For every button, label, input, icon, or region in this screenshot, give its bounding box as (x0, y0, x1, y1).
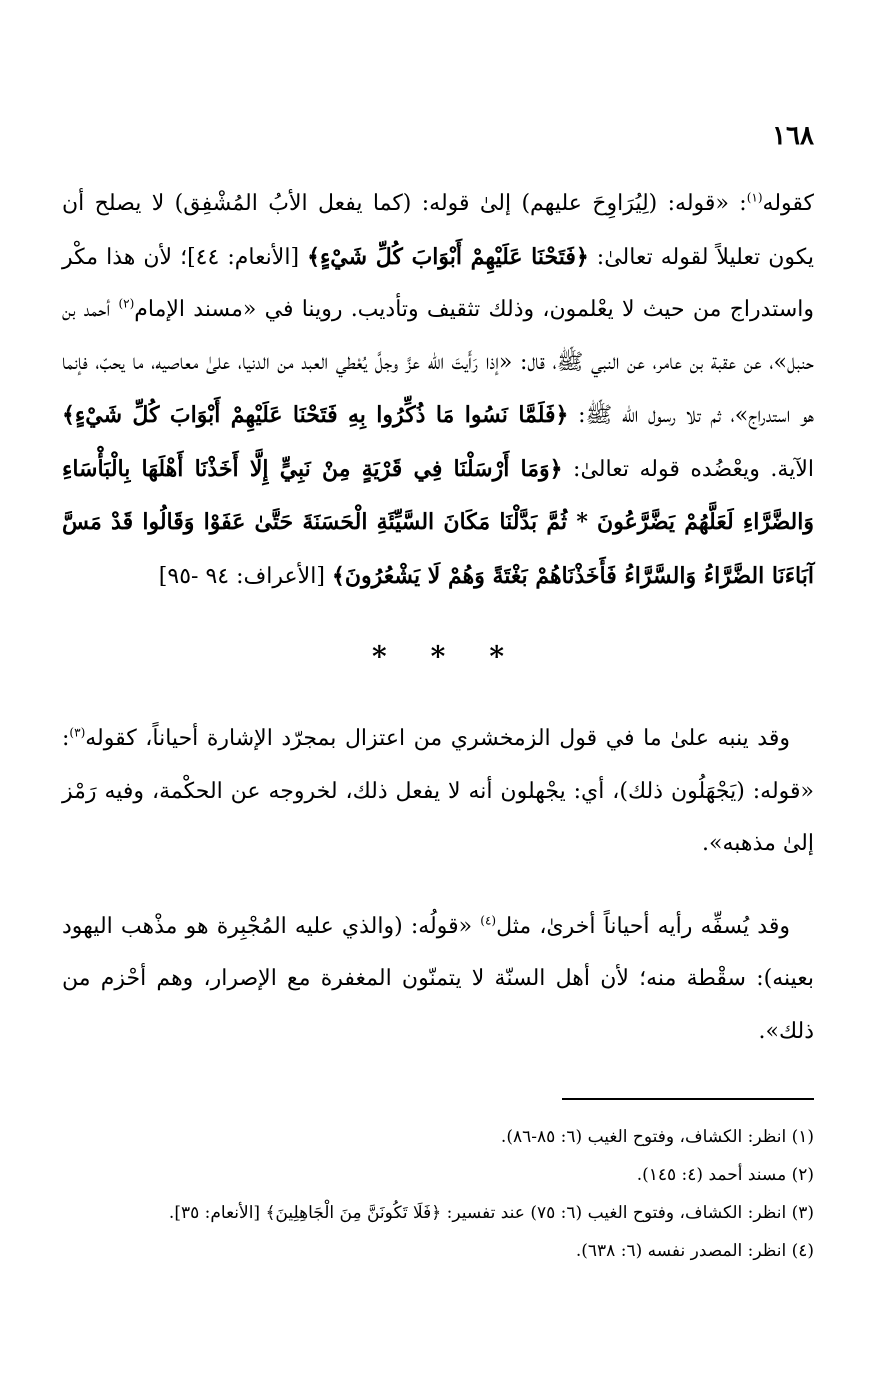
section-separator (62, 629, 814, 685)
footnote-ref-1[interactable]: (١) (746, 190, 763, 205)
footnote-4: (٤) انظر: المصدر نفسه (٦: ٦٣٨). (575, 1241, 814, 1261)
footnote-2: (٢) مسند أحمد (٤: ١٤٥). (636, 1165, 814, 1185)
paragraph-1-text-a: : «قوله: (لِيُرَاوِحَ عليهم) إلىٰ قوله: (كما يفعل الأبُ المُشْفِق) لا يصلح أن يكون تعليلاً لقوله تعالىٰ: (62, 191, 815, 270)
footnote-ref-3[interactable]: (٣) (69, 725, 86, 740)
separator-star: * (372, 640, 387, 673)
footnote-1: (١) انظر: الكشاف، وفتوح الغيب (٦: ٨٥-٨٦). (500, 1127, 814, 1147)
paragraph-refutation (62, 901, 814, 1059)
paragraph-2-text-b: : «قوله: (يَجْهَلُون ذلك)، أي: يجْهلون أنه لا يفعل ذلك، لخروجه عن الحكْمة، وفيه رَمْز إلىٰ مذهبه». (62, 726, 814, 856)
separator-star: * (430, 640, 446, 673)
quran-verse-anam-44: ﴿فَتَحْنَا عَلَيْهِمْ أَبْوَابَ كُلِّ شَيْءٍ﴾ (307, 243, 589, 270)
paragraph-itizal-hint (62, 713, 814, 871)
book-page (62, 118, 814, 1270)
paragraph-1-text-b: [الأنعام: ٤٤]؛ لأن هذا مكْر واستدراج من حيث لا يعْلمون، وذلك تثقيف وتأديب. روينا في «مسند الإمام (62, 244, 814, 322)
footnote-ref-4[interactable]: (٤) (480, 913, 497, 928)
paragraph-1-text-d: الآية. ويعْضُده قوله تعالىٰ: (562, 456, 814, 482)
page-number: ١٦٨ (772, 121, 814, 151)
paragraph-1-text-c: أحمد بن حنبل»، عن عقبة بن عامر، عن النبي ﷺ، قال: «إذا رَأَيتَ الله عزَّ وجلَّ يُعْطي العبد من الدنيا، علىٰ معاصيه، ما يحبّ، فإنما هو استدراج»، ثم تلا رسول الله ﷺ: (62, 297, 814, 428)
paragraph-1-lead: كقوله (762, 191, 814, 216)
quran-verse-anam-44-full: ﴿فَلَمَّا نَسُوا مَا ذُكِّرُوا بِهِ فَتَحْنَا عَلَيْهِمْ أَبْوَابَ كُلِّ شَيْءٍ﴾ (62, 402, 569, 428)
footnote-ref-2[interactable]: (٢) (118, 296, 135, 311)
paragraph-3-text-b: «قولُه: (والذي عليه المُجْبِرة هو مذْهب اليهود بعينه): سقْطة منه؛ لأن أهل السنّة لا يتمنّون المغفرة مع الإصرار، وهم أحْزم من ذلك». (62, 913, 814, 1044)
quran-verse-araf-94-95: ﴿وَمَا أَرْسَلْنَا فِي قَرْيَةٍ مِنْ نَبِيٍّ إِلَّا أَخَذْنَا أَهْلَهَا بِالْبَأْسَاءِ وَالضَّرَّاءِ لَعَلَّهُمْ يَضَّرَّعُونَ * ثُمَّ بَدَّلْنَا مَكَانَ السَّيِّئَةِ الْحَسَنَةَ حَتَّىٰ عَفَوْا وَقَالُوا قَدْ مَسَّ آبَاءَنَا الضَّرَّاءُ وَالسَّرَّاءُ فَأَخَذْنَاهُمْ بَغْتَةً وَهُمْ لَا يَشْعُرُونَ﴾ (62, 455, 814, 589)
paragraph-quote-kashshaf (62, 178, 814, 603)
paragraph-3-text-a: وقد يُسفِّه رأيه أحياناً أخرىٰ، مثل (496, 913, 790, 939)
footnotes-list (62, 1118, 814, 1270)
footnote-3: (٣) انظر: الكشاف، وفتوح الغيب (٦: ٧٥) عند تفسير: ﴿فَلَا تَكُونَنَّ مِنَ الْجَاهِلِينَ﴾ [الأنعام: ٣٥]. (168, 1203, 814, 1223)
paragraph-2-text-a: وقد ينبه علىٰ ما في قول الزمخشري من اعتزال بمجرّد الإشارة أحياناً، كقوله (85, 726, 790, 751)
separator-star: * (489, 640, 504, 673)
footnote-divider (562, 1098, 814, 1100)
paragraph-1-text-e: [الأعراف: ٩٤ -٩٥] (158, 563, 332, 589)
